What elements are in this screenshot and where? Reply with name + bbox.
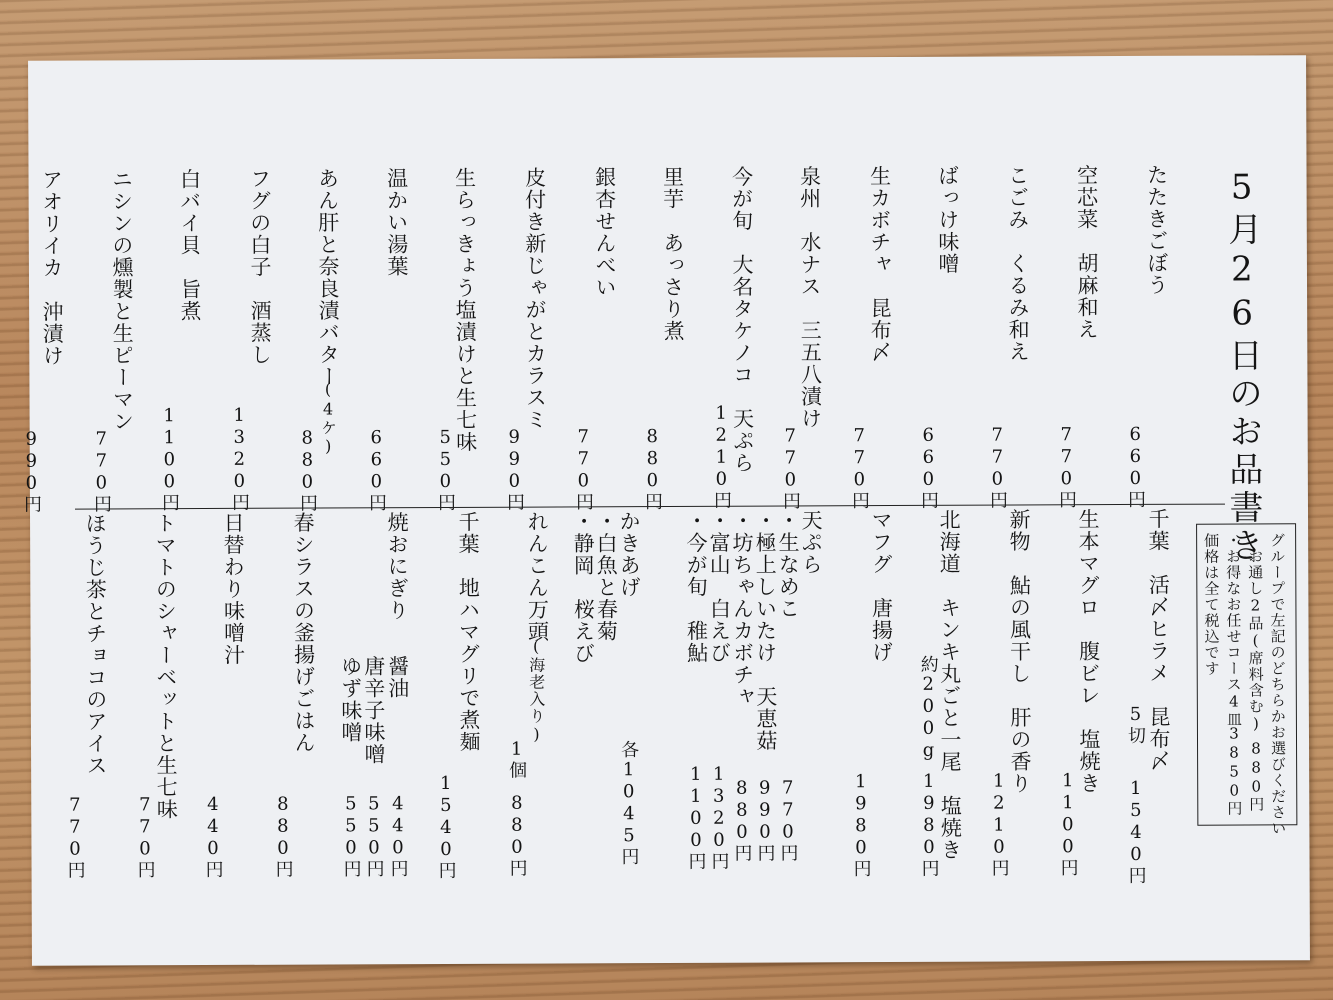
menu-item-price: 880円 [731, 777, 753, 863]
page-title: 5月26日のお品書き [1221, 167, 1264, 566]
menu-item-name: ニシンの燻製と生ピーマン [109, 168, 135, 433]
menu-item-name: 生本マグロ 腹ビレ 塩焼き [1075, 508, 1102, 795]
menu-item-name: 里芋 あっさり煮 [660, 165, 686, 343]
menu-item-price: 660円 [365, 427, 388, 513]
menu-item-name: 皮付き新じゃがとカラスミ [522, 166, 548, 431]
notice-line: ・お通し2品(席料含む) [1246, 532, 1265, 734]
notice-line: グループで左記のどちらかお選びください [1268, 532, 1288, 837]
menu-item-name: 温かい湯葉 [384, 167, 409, 278]
menu-item-price: 770円 [64, 794, 86, 880]
menu-item-price: 1980円 [850, 771, 872, 879]
menu-item-quantity: (海老入り) [526, 636, 547, 745]
menu-item-price: 550円 [340, 793, 362, 879]
menu-item-price: 1210円 [988, 770, 1010, 878]
notice-price: 3850円 [1224, 724, 1244, 817]
menu-item-price: 440円 [387, 793, 409, 879]
menu-item-name: ・今が旬 稚鮎 [683, 509, 709, 664]
menu-item-quantity: 5切 [1124, 703, 1147, 746]
menu-item-name: 北海道 キンキ丸ごと一尾 塩焼き [936, 508, 963, 861]
menu-item-price: 1540円 [1125, 777, 1147, 886]
menu-item-name: 白バイ貝 旨煮 [177, 168, 203, 323]
menu-item-price: 550円 [363, 793, 385, 879]
menu-item-price: 880円 [296, 427, 319, 513]
menu-item-name: 新物 鮎の風干し 肝の香り [1006, 508, 1033, 795]
menu-item-name: 銀杏せんべい [592, 166, 618, 299]
onigiri-heading: 焼おにぎり [385, 511, 410, 622]
notice-line: ・お得なお任せコース4皿 [1224, 532, 1243, 728]
menu-item-name: ・静岡 桜えび [570, 510, 596, 665]
menu-item-price: 990円 [503, 426, 526, 512]
menu-item-price: 770円 [134, 794, 156, 880]
menu-item-price: 880円 [506, 792, 528, 878]
menu-item-name: 春シラスの釜揚げごはん [291, 511, 317, 754]
menu-item-price: 1210円 [710, 402, 732, 510]
menu-item-name: ・坊ちゃんカボチャ [729, 509, 755, 708]
tempura-heading: 天ぷら [798, 509, 824, 576]
menu-item-name: ばっけ味噌 [935, 164, 960, 275]
menu-item-name: 泉州 水ナス 三五八漬け [797, 165, 823, 430]
menu-item-name: 千葉 地ハマグリで煮麺 [455, 510, 482, 753]
notice-price: 880円 [1247, 739, 1266, 813]
menu-item-price: 660円 [1124, 423, 1146, 510]
menu-item-name: ・富山 白えび [706, 509, 732, 664]
menu-item-price: 880円 [641, 426, 664, 512]
menu-item-price: 660円 [917, 424, 939, 510]
menu-item-price: 各1045円 [618, 740, 640, 867]
menu-item-name: フグの白子 酒蒸し [247, 167, 273, 366]
menu-item-price: 770円 [986, 424, 1008, 510]
menu-item-name: ・生なめこ [775, 509, 801, 620]
menu-item-name: 生カボチャ 昆布〆 [867, 165, 893, 364]
menu-item-price: 990円 [20, 428, 43, 514]
menu-item-name: トマトのシャーベットと生七味 [153, 512, 179, 821]
menu-item-quantity: 1個 [505, 738, 528, 780]
menu-paper [20, 55, 1310, 966]
menu-item-price: 1100円 [685, 763, 707, 871]
menu-item-price: 770円 [848, 425, 871, 511]
menu-item-name: ・白魚と春菊 [593, 510, 619, 643]
menu-item-name: ・極上しいたけ 天恵菇 [752, 509, 779, 752]
menu-item-price: 770円 [779, 425, 802, 511]
menu-item-name: 千葉 活〆ヒラメ 昆布〆 [1145, 507, 1172, 772]
menu-item-name: 空芯菜 胡麻和え [1074, 164, 1100, 341]
menu-item-quantity: 約200g [917, 654, 940, 762]
menu-item-name: アオリイカ 沖漬け [39, 168, 65, 367]
menu-item-price: 770円 [777, 777, 799, 863]
kakiage-heading: かきあげ [616, 510, 642, 599]
menu-item-price: 1100円 [1057, 770, 1079, 878]
menu-item-quantity: (4ケ) [318, 379, 338, 457]
menu-item-price: 1320円 [228, 404, 251, 512]
menu-item-price: 770円 [572, 426, 595, 512]
notice-box [1196, 523, 1297, 837]
menu-item-name: マフグ 唐揚げ [868, 509, 894, 664]
menu-item-name: ゆず味噌 [338, 655, 364, 744]
menu-item-price: 1100円 [158, 405, 181, 513]
menu-item-name: れんこん万頭 [524, 510, 550, 643]
menu-item-name: 日替わり味噌汁 [221, 511, 246, 666]
menu-item-price: 880円 [272, 793, 294, 879]
notice-line: 価格は全て税込です [1202, 532, 1221, 677]
menu-item-price: 1980円 [918, 770, 940, 878]
menu-item-name: 今が旬 大名タケノコ 天ぷら [729, 165, 755, 474]
menu-item-price: 440円 [202, 793, 224, 880]
menu-item-name: 醤油 [385, 655, 410, 700]
menu-item-price: 1540円 [435, 772, 457, 881]
menu-item-name: こごみ くるみ和え [1005, 164, 1031, 363]
menu-item-price: 770円 [1055, 424, 1077, 510]
menu-item-name: ほうじ茶とチョコのアイス [83, 512, 109, 777]
menu-item-name: 唐辛子味噌 [361, 655, 387, 766]
menu-item-price: 1320円 [708, 763, 730, 871]
menu-item-name: あん肝と奈良漬バター [315, 167, 341, 388]
menu-item-name: たたきごぼう [1144, 163, 1170, 296]
menu-item-name: 生らっきょう塩漬けと生七味 [452, 166, 478, 453]
menu-item-price: 990円 [754, 777, 776, 863]
menu-item-price: 770円 [90, 428, 113, 514]
menu-item-price: 550円 [434, 426, 457, 513]
